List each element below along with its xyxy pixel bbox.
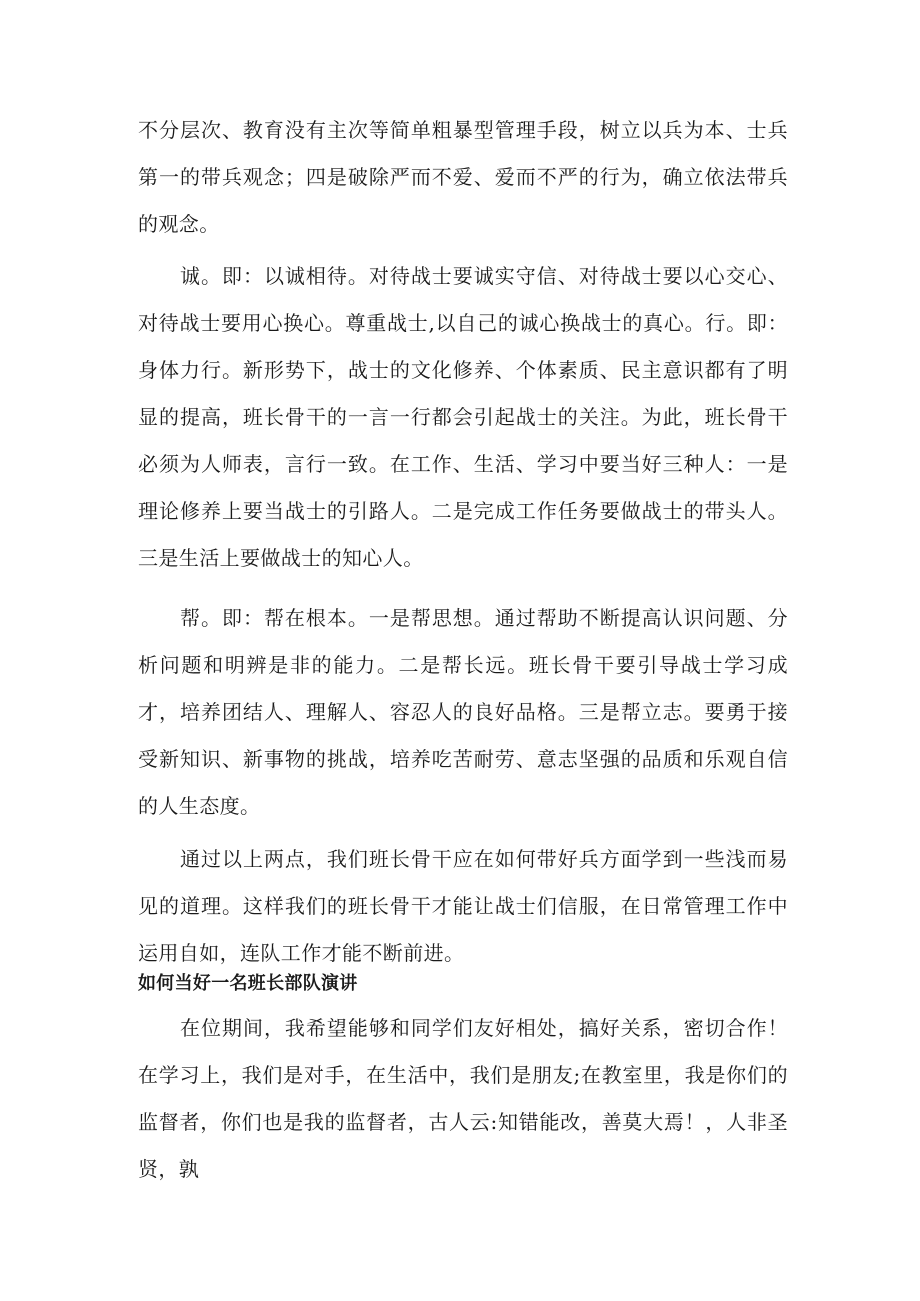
- paragraph-help: 帮。即：帮在根本。一是帮思想。通过帮助不断提高认识问题、分析问题和明辨是非的能力。二是帮长远。班长骨干要引导战士学习成才，培养团结人、理解人、容忍人的良好品格。三是帮立志。要勇于接受新知识、新事物的挑战，培养吃苦耐劳、意志坚强的品质和乐观自信的人生态度。: [138, 606, 788, 818]
- paragraph-sincerity: 诚。即：以诚相待。对待战士要诚实守信、对待战士要以心交心、对待战士要用心换心。尊重战士,以自己的诚心换战士的真心。行。即：身体力行。新形势下，战士的文化修养、个体素质、民主意识都有了明显的提高，班长骨干的一言一行都会引起战士的关注。为此，班长骨干必须为人师表，言行一致。在工作、生活、学习中要当好三种人：一是理论修养上要当战士的引路人。二是完成工作任务要做战士的带头人。三是生活上要做战士的知心人。: [138, 264, 788, 570]
- paragraph-continuation: 不分层次、教育没有主次等简单粗暴型管理手段，树立以兵为本、士兵第一的带兵观念；四是破除严而不爱、爱而不严的行为，确立依法带兵的观念。: [138, 118, 788, 236]
- paragraph-conclusion: 通过以上两点，我们班长骨干应在如何带好兵方面学到一些浅而易见的道理。这样我们的班长骨干才能让战士们信服，在日常管理工作中运用自如，连队工作才能不断前进。: [138, 847, 788, 965]
- paragraph-speech-opening: 在位期间，我希望能够和同学们友好相处，搞好关系，密切合作！在学习上，我们是对手，在生活中，我们是朋友;在教室里，我是你们的监督者，你们也是我的监督者，古人云:知错能改，善莫大焉！，人非圣贤，孰: [138, 1016, 788, 1181]
- section-heading: 如何当好一名班长部队演讲: [138, 973, 358, 994]
